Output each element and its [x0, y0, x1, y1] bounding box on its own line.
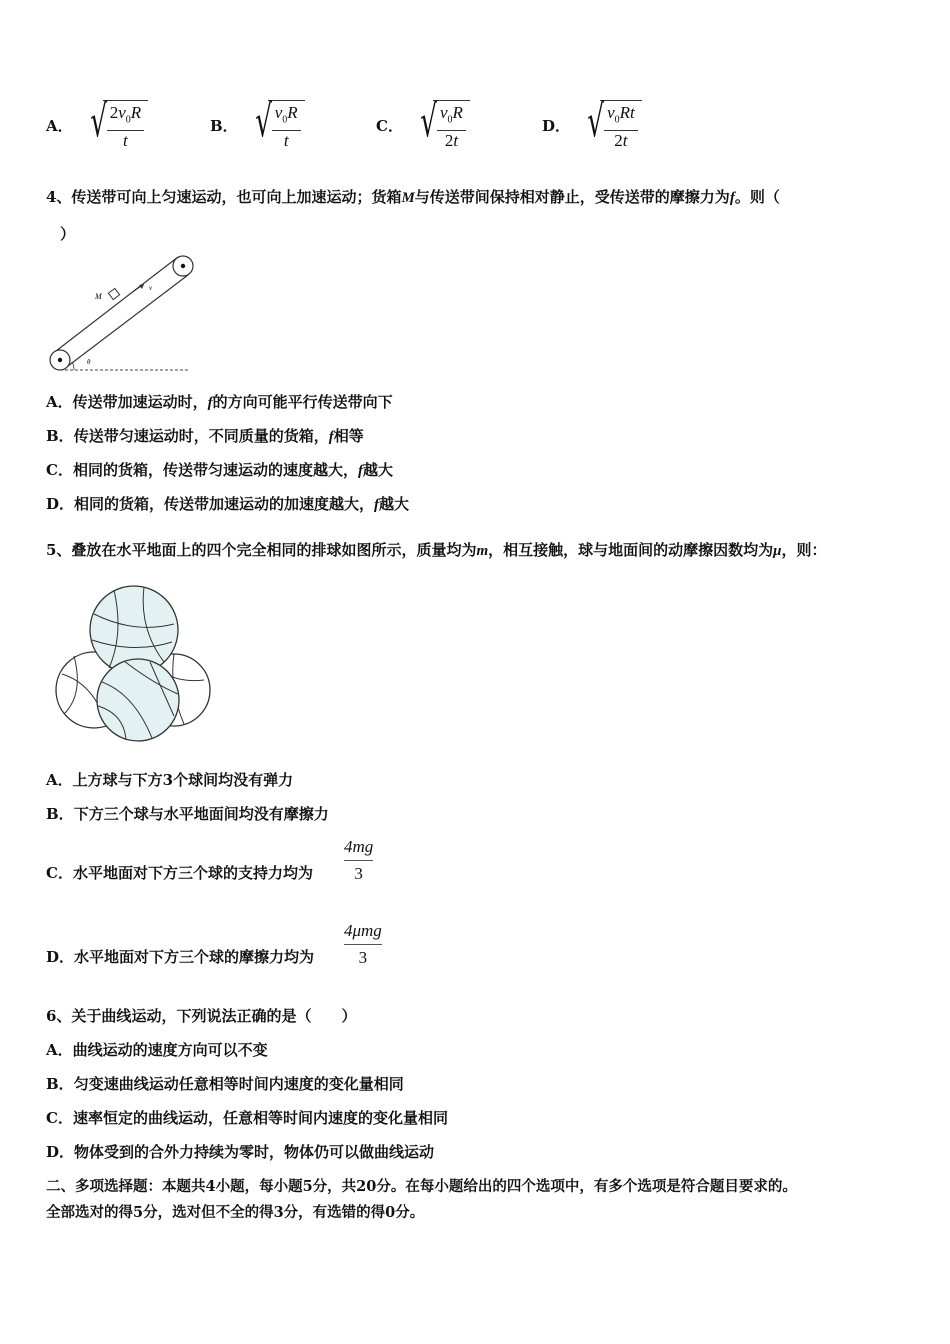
q5-option-a[interactable]: A．上方球与下方3个球间均没有弹力: [46, 771, 294, 789]
q3-option-c[interactable]: [376, 96, 470, 151]
volleyballs-figure: [54, 584, 214, 744]
fraction-4mg-3: 4mg 3: [344, 837, 374, 883]
sqrt-expression: √ $\frac{2v_0R}{t}$: [79, 100, 148, 151]
q5-stem: 5、叠放在水平地面上的四个完全相同的排球如图所示，质量均为m，相互接触，球与地面间的动摩擦因数均为μ，则：: [46, 541, 827, 559]
q4-option-d[interactable]: D．相同的货箱，传送带加速运动的加速度越大，f越大: [46, 495, 410, 513]
option-letter: A．: [46, 117, 73, 136]
q3-option-a[interactable]: [46, 96, 148, 151]
q4-stem: 4、传送带可向上匀速运动，也可向上加速运动；货箱M与传送带间保持相对静止，受传送带的摩擦力为f。则（: [46, 188, 780, 206]
q4-option-b[interactable]: B．传送带匀速运动时，不同质量的货箱，f相等: [46, 427, 364, 445]
label-v: v: [149, 284, 153, 292]
conveyor-belt-figure: [44, 250, 194, 374]
sqrt-expression: √ $\frac{v_0R}{t}$: [244, 100, 305, 151]
q4-option-a[interactable]: A．传送带加速运动时，f的方向可能平行传送带向下: [46, 393, 393, 411]
fraction-4umg-3: 4μmg 3: [344, 921, 382, 967]
q6-option-a[interactable]: A．曲线运动的速度方向可以不变: [46, 1041, 268, 1059]
q6-option-b[interactable]: B．匀变速曲线运动任意相等时间内速度的变化量相同: [46, 1075, 404, 1093]
option-letter: D．: [542, 117, 571, 136]
option-letter: C．: [376, 117, 403, 136]
section2-scoring: 全部选对的得5分，选对但不全的得3分，有选错的得0分。: [46, 1204, 425, 1221]
q4-option-c[interactable]: C．相同的货箱，传送带匀速运动的速度越大，f越大: [46, 461, 393, 479]
section2-heading: 二、多项选择题：本题共4小题，每小题5分，共20分。在每小题给出的四个选项中，有多个选项是符合题目要求的。: [46, 1178, 797, 1195]
q6-option-c[interactable]: C．速率恒定的曲线运动，任意相等时间内速度的变化量相同: [46, 1109, 448, 1127]
q5-option-d[interactable]: D．水平地面对下方三个球的摩擦力均为: [46, 948, 315, 966]
q4-stem-close: ）: [60, 225, 76, 243]
q6-stem: 6、关于曲线运动，下列说法正确的是（ ）: [46, 1007, 357, 1025]
q6-option-d[interactable]: D．物体受到的合外力持续为零时，物体仍可以做曲线运动: [46, 1143, 435, 1161]
q5-option-c[interactable]: C．水平地面对下方三个球的支持力均为: [46, 864, 313, 882]
sqrt-expression: √ $\frac{v_0R}{2t}$: [409, 100, 470, 151]
label-M: M: [95, 292, 102, 301]
q5-option-b[interactable]: B．下方三个球与水平地面间均没有摩擦力: [46, 805, 329, 823]
q3-option-d[interactable]: [542, 96, 642, 151]
sqrt-expression: √ $\frac{v_0Rt}{2t}$: [576, 100, 642, 151]
q3-option-b[interactable]: [210, 96, 305, 151]
label-theta: θ: [87, 358, 91, 366]
option-letter: B．: [210, 117, 238, 136]
